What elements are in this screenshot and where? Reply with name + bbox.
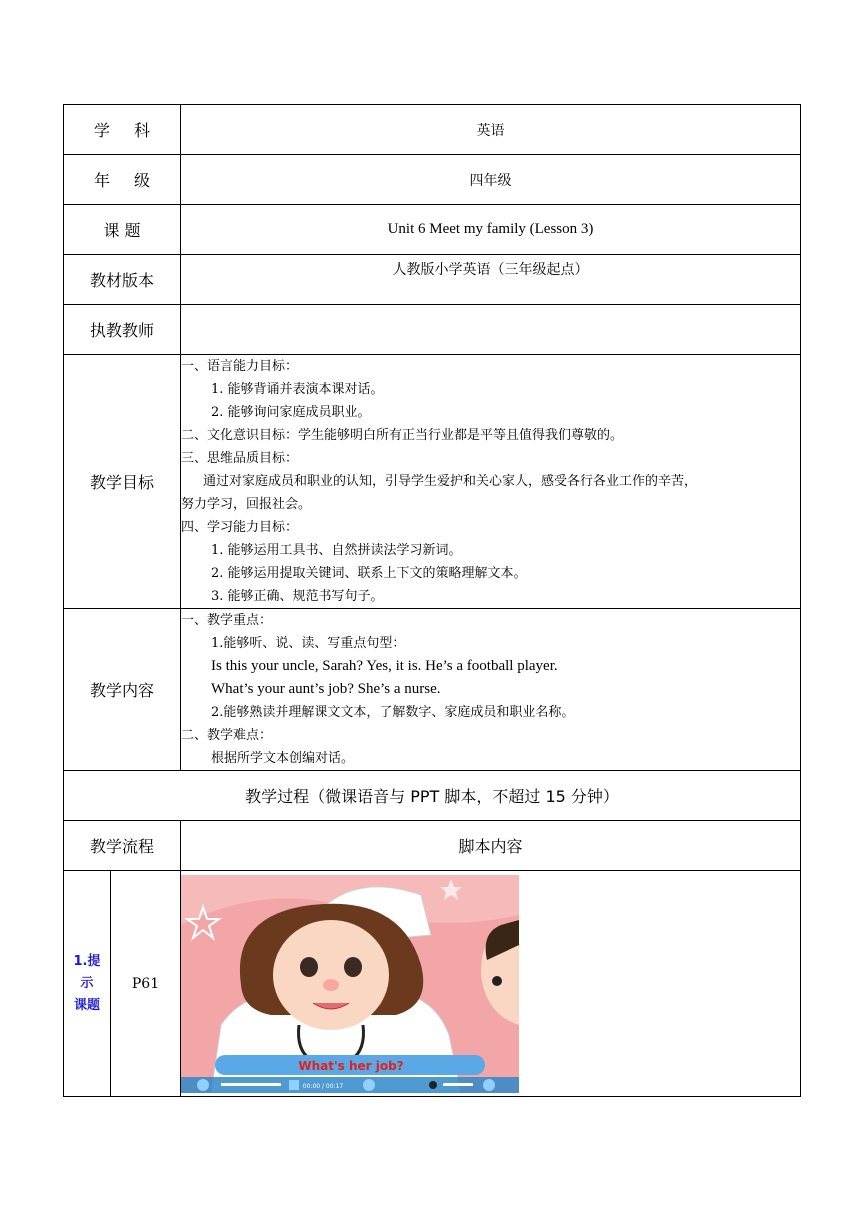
row-textbook [64, 255, 801, 305]
row-flow-header [64, 821, 801, 871]
content-sentence: What’s your aunt’s job? She’s a nurse. [211, 681, 441, 697]
step-page-ref: P61 [111, 871, 181, 1097]
help-icon[interactable] [363, 1079, 375, 1091]
menu-icon[interactable] [483, 1079, 495, 1091]
pause-icon[interactable] [197, 1079, 209, 1091]
nose [323, 979, 339, 991]
progress-track [221, 1083, 281, 1086]
subject-label: 学 科 [64, 105, 181, 155]
objective-line: 3. 能够正确、规范书写句子。 [211, 589, 384, 604]
objective-line: 2. 能够询问家庭成员职业。 [211, 405, 371, 420]
boy-eye [492, 976, 502, 986]
grade-label: 年 级 [64, 155, 181, 205]
textbook-label: 教材版本 [64, 255, 181, 305]
step-number: 1.提 示 课题 [64, 871, 111, 1097]
content-line: 根据所学文本创编对话。 [211, 751, 355, 766]
eye [344, 957, 362, 977]
objective-line: 1. 能够背诵并表演本课对话。 [211, 382, 384, 397]
objectives-content [181, 355, 801, 609]
volume-slider[interactable] [443, 1083, 473, 1086]
eye [300, 957, 318, 977]
teacher-value [181, 305, 801, 355]
grade-value: 四年级 [181, 155, 801, 205]
objective-line: 三、思维品质目标： [181, 451, 299, 466]
step-script [181, 871, 801, 1097]
stop-icon[interactable] [289, 1080, 299, 1090]
flow-header-right: 脚本内容 [181, 821, 801, 871]
slide-caption: What's her job? [298, 1058, 404, 1073]
content-label: 教学内容 [64, 609, 181, 771]
objective-line: 通过对家庭成员和职业的认知，引导学生爱护和关心家人，感受各行各业工作的辛苦， [203, 474, 698, 489]
objectives-label: 教学目标 [64, 355, 181, 609]
objective-line: 2. 能够运用提取关键词、联系上下文的策略理解文本。 [211, 566, 527, 581]
content-line: 二、教学难点： [181, 728, 273, 743]
topic-label: 课 题 [64, 205, 181, 255]
row-objectives [64, 355, 801, 609]
slide-screenshot [181, 875, 519, 1093]
content-line: 2.能够熟读并理解课文文本，了解数字、家庭成员和职业名称。 [211, 705, 575, 720]
lesson-plan-table [63, 104, 801, 1097]
row-subject [64, 105, 801, 155]
row-step-1 [64, 871, 801, 1097]
row-process-title [64, 771, 801, 821]
slide-illustration [181, 875, 519, 1093]
face [273, 920, 389, 1030]
flow-header-left: 教学流程 [64, 821, 181, 871]
row-grade [64, 155, 801, 205]
objective-line: 1. 能够运用工具书、自然拼读法学习新词。 [211, 543, 462, 558]
time-display: 00:00 / 00:17 [302, 1082, 344, 1090]
lesson-plan-sheet [63, 104, 800, 1097]
subject-value: 英语 [181, 105, 801, 155]
content-sentence: Is this your uncle, Sarah? Yes, it is. He’s a football player. [211, 658, 558, 674]
objective-line: 四、学习能力目标： [181, 520, 299, 535]
objective-line: 二、文化意识目标：学生能够明白所有正当行业都是平等且值得我们尊敬的。 [181, 428, 624, 443]
volume-icon[interactable] [429, 1081, 437, 1089]
row-teacher [64, 305, 801, 355]
process-title: 教学过程（微课语音与 PPT 脚本，不超过 15 分钟） [64, 771, 801, 821]
textbook-value: 人教版小学英语（三年级起点） [181, 255, 801, 305]
row-content [64, 609, 801, 771]
objective-line: 努力学习，回报社会。 [181, 497, 312, 512]
content-line: 一、教学重点： [181, 613, 273, 628]
objective-line: 一、语言能力目标： [181, 359, 299, 374]
topic-value: Unit 6 Meet my family (Lesson 3) [181, 205, 801, 255]
teacher-label: 执教教师 [64, 305, 181, 355]
content-body [181, 609, 801, 771]
content-line: 1.能够听、说、读、写重点句型： [211, 636, 406, 651]
row-topic [64, 205, 801, 255]
